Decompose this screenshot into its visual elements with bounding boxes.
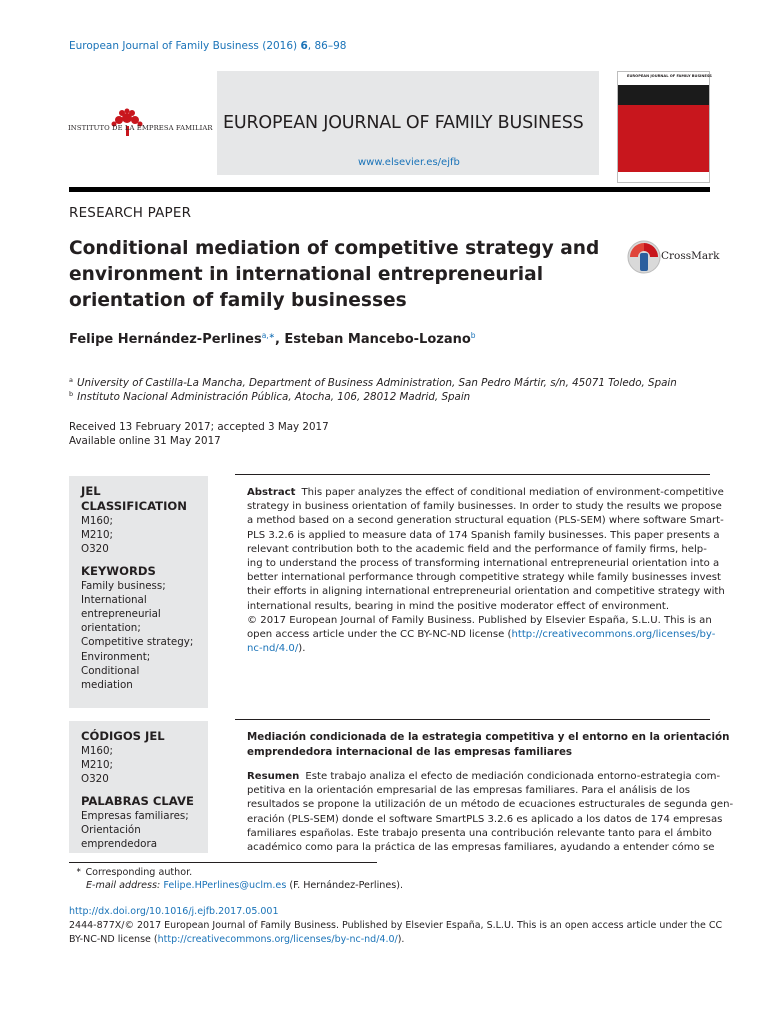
keyword: Competitive strategy;	[81, 636, 194, 649]
abstract-body	[247, 486, 725, 656]
article-type-label: RESEARCH PAPER	[69, 205, 192, 221]
keyword: Conditional	[81, 664, 140, 677]
jel-code: M160;	[81, 515, 114, 527]
affiliation-text: University of Castilla-La Mancha, Department of Business Administration, San Pedro Mártir, s/n, 45071 Toledo, Spain	[76, 377, 677, 389]
abstract-divider	[235, 474, 710, 475]
keyword: Environment;	[81, 650, 151, 663]
author-name[interactable]: Esteban Mancebo-Lozano	[284, 332, 471, 347]
resumen-title	[247, 730, 730, 760]
abstract-line: This paper analyzes the effect of conditional mediation of environment-competitive	[301, 487, 724, 498]
jel-code: M160;	[81, 745, 114, 757]
resumen-line: académico como para la práctica de las empresas familiares, ayudando a entender cómo se	[247, 842, 715, 854]
crossmark-label[interactable]: CrossMark	[661, 250, 720, 262]
footnote-marker: ∗	[76, 866, 82, 874]
title-line: Conditional mediation of competitive strategy and	[69, 238, 600, 259]
author-affiliation-marker[interactable]: a,∗	[261, 331, 275, 340]
author-name[interactable]: Felipe Hernández-Perlines	[69, 332, 262, 347]
cover-red-panel	[618, 105, 709, 172]
cover-footer-band	[618, 172, 709, 182]
resumen-line: resultados se propone la utilización de un método de ecuaciones estructurales de segunda gen-	[247, 799, 734, 811]
crossmark-icon[interactable]	[626, 239, 662, 275]
affiliation-b	[69, 390, 470, 403]
license-link[interactable]: http://creativecommons.org/licenses/by-	[511, 629, 716, 641]
keyword: Empresas familiares;	[81, 809, 189, 822]
institute-logo-text: INSTITUTO DE LA EMPRESA FAMILIAR	[68, 124, 213, 132]
abstract-line: ing to understand the process of transforming international entrepreneurial orientation into a	[247, 558, 720, 570]
journal-name: EUROPEAN JOURNAL OF FAMILY BUSINESS	[223, 113, 584, 133]
author-separator: ,	[274, 332, 285, 347]
abstract-line: international results, bearing in mind the positive moderator effect of environment.	[247, 600, 670, 612]
copyright-line: 2444-877X/© 2017 European Journal of Family Business. Published by Elsevier España, S.L.U. This is an open access article under the CC	[69, 920, 723, 931]
online-date: Available online 31 May 2017	[69, 435, 221, 447]
received-date: Received 13 February 2017; accepted 3 May 2017	[69, 421, 329, 433]
abstract-line: relevant contribution both to the academic field and the performance of family firms, help-	[247, 543, 707, 555]
license-end: ).	[298, 643, 306, 655]
journal-citation[interactable]	[69, 40, 346, 52]
title-line: orientation of family businesses	[69, 290, 407, 311]
citation-journal: European Journal of Family Business (2016)	[69, 40, 298, 52]
footnote-divider	[69, 862, 377, 863]
email-label: E-mail address:	[86, 880, 161, 891]
doi-link[interactable]: http://dx.doi.org/10.1016/j.ejfb.2017.05.001	[69, 906, 279, 917]
author-list	[69, 331, 476, 347]
abstract-line: their efforts in aligning international entrepreneurial orientation and competitive strategy with	[247, 586, 725, 598]
resumen-line: Este trabajo analiza el efecto de mediación condicionada entorno-estrategia com-	[305, 771, 721, 782]
resumen-body	[247, 770, 734, 855]
header-divider	[69, 187, 710, 192]
abstract-line: strategy in business orientation of family businesses. In order to study the results we propose	[247, 501, 722, 513]
email-link[interactable]: Felipe.HPerlines@uclm.es	[163, 880, 287, 891]
resumen-line: eración (PLS-SEM) donde el software SmartPLS 3.2.6 es aplicado a los datos de 174 empresas	[247, 813, 723, 825]
keywords-box-en	[69, 476, 208, 708]
journal-url-link[interactable]: www.elsevier.es/ejfb	[358, 157, 460, 168]
keywords-heading: KEYWORDS	[81, 563, 156, 578]
license-line-end: ).	[397, 934, 405, 945]
affiliation-text: Instituto Nacional Administración Pública, Atocha, 106, 28012 Madrid, Spain	[77, 391, 471, 403]
abstract-label: Abstract	[247, 487, 296, 498]
jel-code: M210;	[81, 759, 114, 772]
corresponding-author-note	[76, 866, 192, 878]
resumen-label: Resumen	[247, 771, 300, 782]
jel-code: M210;	[81, 529, 114, 542]
keyword: mediation	[81, 679, 133, 692]
resumen-title-line: Mediación condicionada de la estrategia competitiva y el entorno en la orientación	[247, 731, 730, 743]
keyword: orientation;	[81, 622, 141, 635]
abstract-line: a method based on a second generation structural equation (PLS-SEM) where software Smart-	[247, 515, 724, 527]
license-line	[69, 934, 719, 945]
abstract-line: © 2017 European Journal of Family Business. Published by Elsevier España, S.L.U. This is an	[247, 614, 712, 626]
resumen-divider	[235, 719, 710, 720]
affiliation-marker: b	[69, 390, 74, 398]
footnote-text: Corresponding author.	[85, 867, 193, 878]
license-url-link[interactable]: http://creativecommons.org/licenses/by-nc-nd/4.0/	[157, 934, 398, 945]
keyword: Family business;	[81, 579, 166, 592]
jel-heading-2: CLASSIFICATION	[81, 499, 187, 513]
email-owner: (F. Hernández-Perlines).	[286, 880, 404, 891]
affiliation-marker: a	[69, 376, 73, 384]
abstract-line: open access article under the CC BY-NC-ND license (	[247, 629, 512, 641]
codigos-jel-heading: CÓDIGOS JEL	[81, 729, 165, 743]
affiliation-a	[69, 376, 677, 389]
jel-heading: JEL	[81, 484, 101, 498]
license-link-cont[interactable]: nc-nd/4.0/	[247, 643, 299, 655]
abstract-line: better international performance through competitive strategy while family businesses invest	[247, 572, 721, 584]
keyword: entrepreneurial	[81, 608, 161, 621]
author-affiliation-marker[interactable]: b	[470, 331, 476, 340]
title-line: environment in international entrepreneurial	[69, 264, 544, 285]
abstract-line: PLS 3.2.6 is applied to measure data of 174 Spanish family businesses. This paper presents a	[247, 529, 720, 541]
keyword: International	[81, 593, 147, 606]
palabras-clave-heading: PALABRAS CLAVE	[81, 793, 194, 808]
article-title	[69, 236, 600, 314]
cover-black-band	[618, 85, 709, 105]
citation-pages: , 86–98	[307, 40, 347, 52]
resumen-title-line: emprendedora internacional de las empresas familiares	[247, 746, 573, 758]
email-note	[86, 880, 403, 891]
resumen-line: familiares españolas. Este trabajo presenta una contribución relevante tanto para el ámbito	[247, 827, 712, 839]
keyword: emprendedora	[81, 838, 158, 851]
jel-code: O320	[81, 543, 109, 556]
jel-code: O320	[81, 773, 109, 786]
resumen-line: petitiva en la orientación empresarial de las empresas familiares. Para el análisis de los	[247, 785, 691, 797]
keywords-box-es	[69, 721, 208, 853]
cover-title-text: EUROPEAN JOURNAL OF FAMILY BUSINESS	[627, 74, 712, 78]
license-line-start: BY-NC-ND license (	[69, 934, 158, 945]
keyword: Orientación	[81, 823, 141, 836]
citation-volume: 6	[300, 40, 308, 52]
